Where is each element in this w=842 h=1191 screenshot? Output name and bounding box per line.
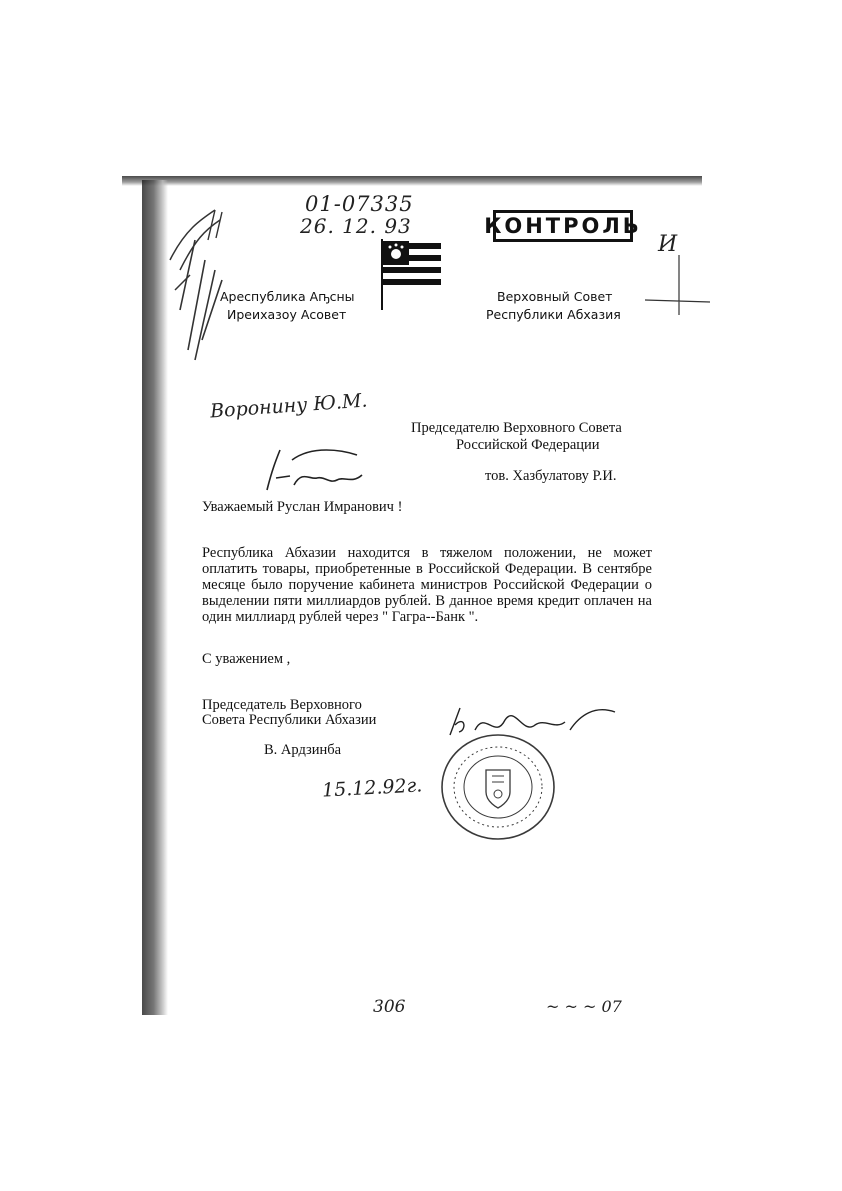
signatory-title-line1: Председатель Верховного — [202, 697, 362, 713]
abkhazia-flag-icon — [376, 235, 446, 310]
letterhead-left-line1: Ареспублика Аҧсны — [220, 289, 355, 304]
footer-mark-left: 306 — [373, 997, 406, 1017]
corner-cross-mark — [645, 255, 715, 325]
resolution-signature — [262, 440, 382, 500]
signature-date: 15.12.92г. — [321, 774, 423, 802]
scan-edge-top — [122, 176, 702, 186]
signatory-title-line2: Совета Республики Абхазии — [202, 712, 377, 728]
closing: С уважением , — [202, 651, 291, 667]
letterhead-left-line2: Иреихазоу Асовет — [227, 307, 347, 322]
official-seal-icon — [440, 732, 560, 842]
control-stamp: КОНТРОЛЬ — [493, 210, 633, 242]
corner-handwritten-mark: И — [658, 232, 678, 257]
addressee-line1: Председателю Верховного Совета — [411, 420, 622, 436]
salutation: Уважаемый Руслан Имранович ! — [202, 499, 403, 515]
footer-mark-right: ~ ~ ~ 07 — [546, 997, 622, 1016]
letterhead-right-line2: Республики Абхазия — [486, 307, 621, 322]
margin-handwriting — [160, 200, 240, 370]
registration-date: 26. 12. 93 — [300, 214, 412, 238]
registration-number: 01-07335 — [305, 192, 414, 216]
resolution-handwriting: Воронину Ю.М. — [209, 389, 369, 423]
body-paragraph: Республика Абхазии находится в тяжелом положении, не может оплатить товары, приобретенные в Российской Федерации. В сентябре месяце было поручение кабинета министров Российской Федерации о выделении пяти миллиардов рублей. В данное время кредит оплачен на один миллиард рублей через " Гагра--Банк ". — [202, 545, 652, 625]
addressee-line2: Российской Федерации — [456, 437, 600, 453]
addressee-line3: тов. Хазбулатову Р.И. — [485, 468, 617, 484]
signatory-name: В. Ардзинба — [264, 742, 342, 758]
letterhead-right-line1: Верховный Совет — [497, 289, 613, 304]
